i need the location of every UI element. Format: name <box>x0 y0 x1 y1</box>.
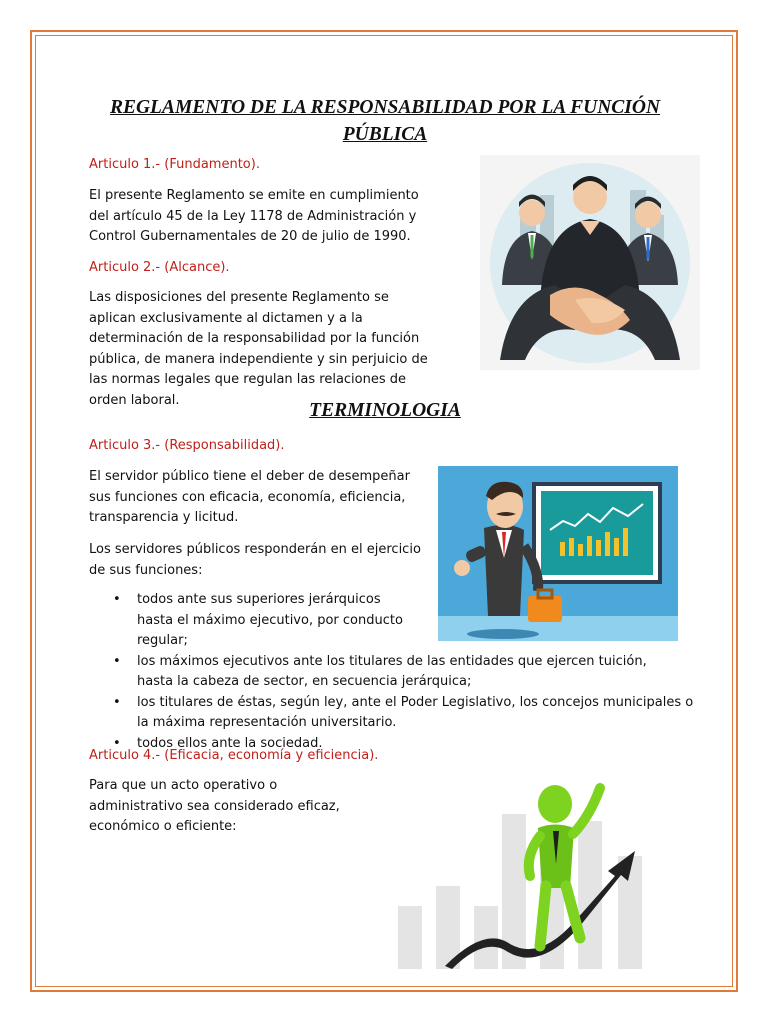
growth-chart-illustration <box>390 776 678 969</box>
businessman-chart-illustration <box>438 466 678 641</box>
article-2-paragraph: Las disposiciones del presente Reglamento se aplican exclusivamente al dictamen y a la determinación de la responsabilidad por la función pública, de manera independiente y sin perjuicio de las normas legales que regulan las relaciones de orden laboral. <box>89 290 428 408</box>
article-3-paragraph-2: Los servidores públicos responderán en el ejercicio de sus funciones: <box>89 542 421 578</box>
article-4-paragraph: Para que un acto operativo o administrativo sea considerado eficaz, económico o eficiente: <box>89 778 340 834</box>
article-2-heading: Articulo 2.- (Alcance). <box>89 260 230 275</box>
list-item: • todos ante sus superiores jerárquicos hasta el máximo ejecutivo, por conducto regular; <box>89 590 417 652</box>
list-item: • todos ellos ante la sociedad. <box>89 734 689 755</box>
list-item: • los titulares de éstas, según ley, ante el Poder Legislativo, los concejos municipales o la máxima representación universitario. <box>89 693 697 734</box>
handshake-illustration <box>480 155 700 370</box>
document-title: REGLAMENTO DE LA RESPONSABILIDAD POR LA FUNCIÓN PÚBLICA <box>109 97 661 145</box>
article-4-heading: Articulo 4.- (Eficacia, economía y eficiencia). <box>89 748 379 763</box>
article-1-heading: Articulo 1.- (Fundamento). <box>89 157 260 172</box>
section-heading-terminologia: TERMINOLOGIA <box>309 400 461 421</box>
article-1-paragraph: El presente Reglamento se emite en cumplimiento del artículo 45 de la Ley 1178 de Administración y Control Gubernamentales de 20 de julio de 1990. <box>89 188 419 244</box>
article-3-heading: Articulo 3.- (Responsabilidad). <box>89 438 285 453</box>
list-item: • los máximos ejecutivos ante los titulares de las entidades que ejercen tuición, hasta la cabeza de sector, en secuencia jerárquica; <box>89 652 677 693</box>
article-3-paragraph-1: El servidor público tiene el deber de desempeñar sus funciones con eficacia, economía, eficiencia, transparencia y licitud. <box>89 469 410 525</box>
